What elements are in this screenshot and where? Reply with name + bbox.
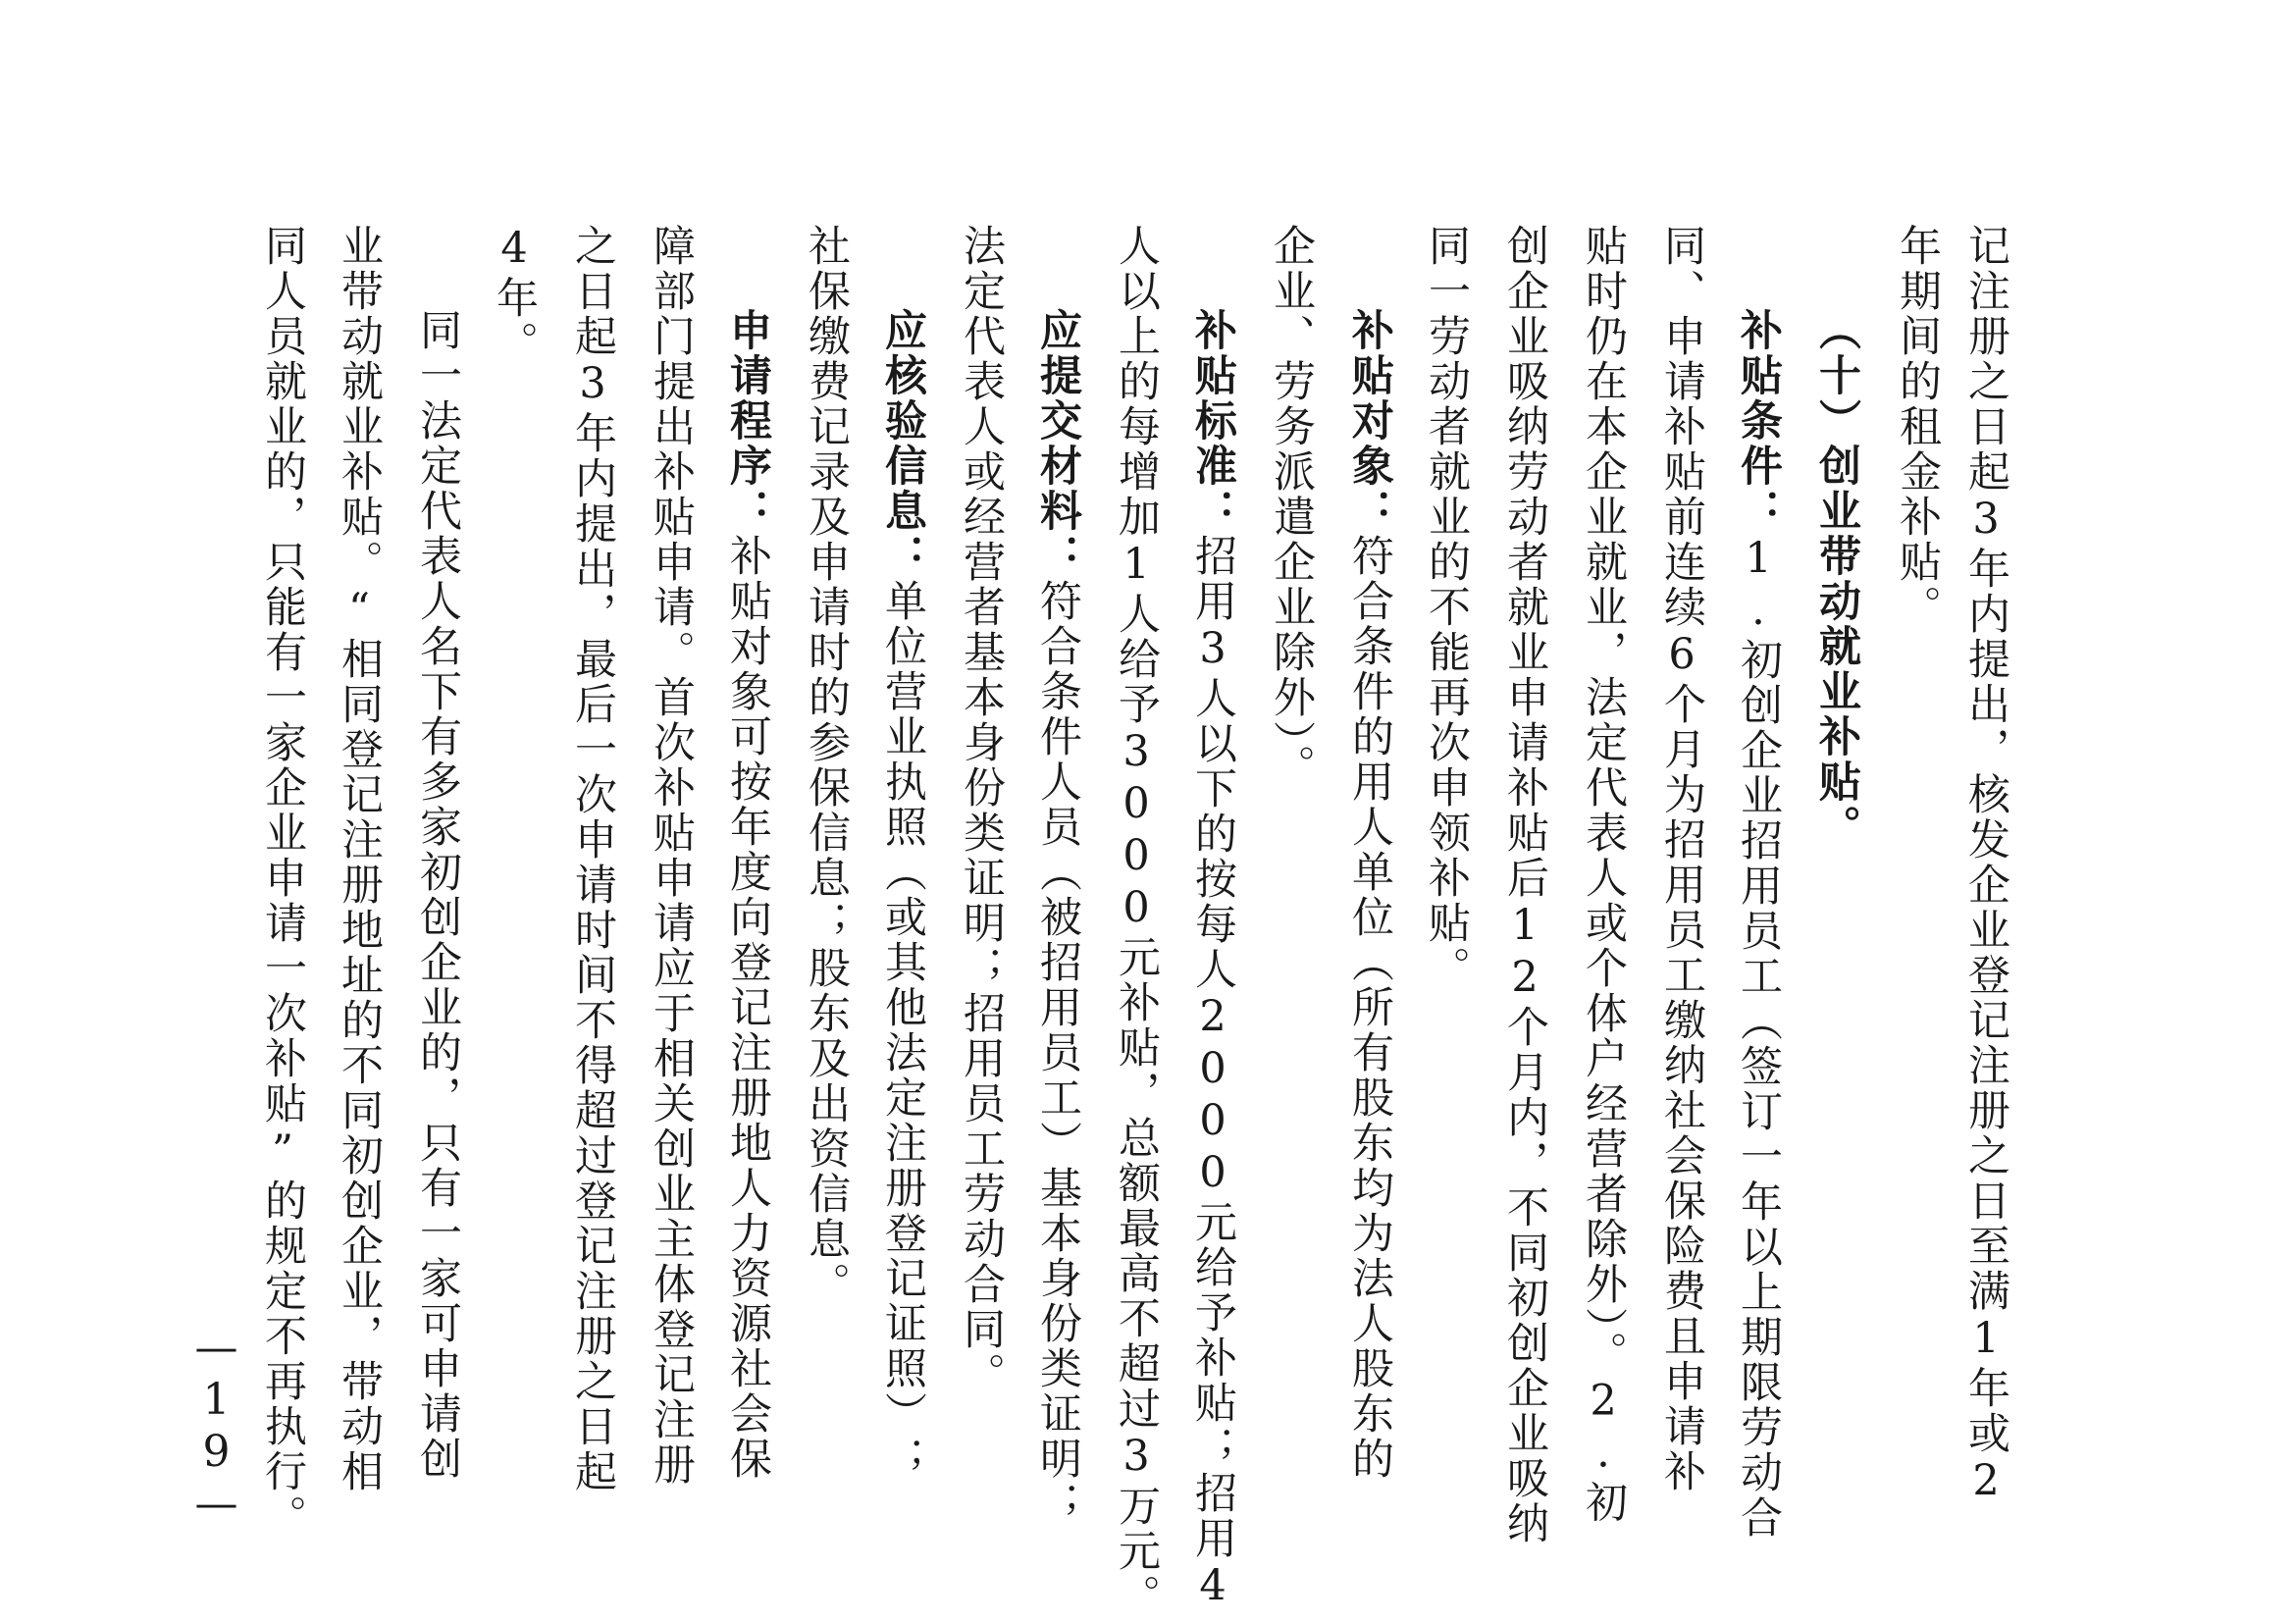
- line-body: 招用3人以下的按每人2000元给予补贴；招用4: [1188, 534, 1237, 1613]
- line-body: 符合条件人员（被招用员工）基本身份类证明；: [1033, 579, 1082, 1527]
- text-line-13: [1024, 308, 1091, 1527]
- section-heading: （十）创业带动就业补贴。: [1812, 308, 1861, 850]
- line-label: 应核验信息：: [878, 308, 927, 579]
- text-line-5: 同、申请补贴前连续6个月为招用员工缴纳社会保险费且申请补: [1657, 224, 1706, 1494]
- line-label: 补贴标准：: [1188, 308, 1237, 534]
- text-line-6: 贴时仍在本企业就业，法定代表人或个体户经营者除外）。2.初: [1579, 224, 1628, 1526]
- text-line-2: 年期间的租金补贴。: [1893, 224, 1942, 630]
- text-line-17: [714, 308, 781, 1482]
- text-line-20: 4年。: [490, 224, 539, 366]
- text-line-4: [1725, 308, 1792, 1541]
- text-line-11: [1179, 308, 1246, 1613]
- text-line-12: 人以上的每增加1人给予3000元补贴，总额最高不超过3万元。: [1112, 224, 1161, 1619]
- line-label: 申请程序：: [723, 308, 772, 534]
- text-line-10: 企业、劳务派遣企业除外）。: [1267, 224, 1316, 790]
- line-label: 补贴对象：: [1345, 308, 1394, 534]
- text-line-19: 之日起3年内提出，最后一次申请时间不得超过登记注册之日起: [568, 224, 617, 1494]
- text-line-9: [1336, 308, 1403, 1482]
- line-label: 应提交材料：: [1033, 308, 1082, 579]
- text-line-16: 社保缴费记录及申请时的参保信息；股东及出资信息。: [802, 224, 851, 1307]
- text-line-23: 同人员就业的，只能有一家企业申请一次补贴”的规定不再执行。: [258, 224, 307, 1540]
- line-label: 补贴条件：: [1734, 308, 1783, 534]
- text-line-21: 同一法定代表人名下有多家初创企业的，只有一家可申请创: [413, 308, 462, 1482]
- text-line-22: 业带动就业补贴。“相同登记注册地址的不同初创企业，带动相: [335, 224, 384, 1494]
- text-line-15: [869, 308, 936, 1482]
- line-body: 单位营业执照（或其他法定注册登记证照）；: [878, 579, 927, 1482]
- line-body: 补贴对象可按年度向登记注册地人力资源社会保: [723, 534, 772, 1482]
- text-line-8: 同一劳动者就业的不能再次申领补贴。: [1422, 224, 1471, 991]
- line-body: 1.初创企业招用员工（签订一年以上期限劳动合: [1734, 534, 1783, 1541]
- text-line-14: 法定代表人或经营者基本身份类证明；招用员工劳动合同。: [957, 224, 1006, 1397]
- text-line-18: 障部门提出补贴申请。首次补贴申请应于相关创业主体登记注册: [647, 224, 696, 1488]
- text-line-1: 记注册之日起3年内提出，核发企业登记注册之日至满1年或2: [1961, 224, 2010, 1508]
- line-body: 符合条件的用人单位（所有股东均为法人股东的: [1345, 534, 1394, 1482]
- page-number: —19—: [191, 1323, 241, 1531]
- text-line-7: 创企业吸纳劳动者就业申请补贴后12个月内，不同初创企业吸纳: [1500, 224, 1549, 1546]
